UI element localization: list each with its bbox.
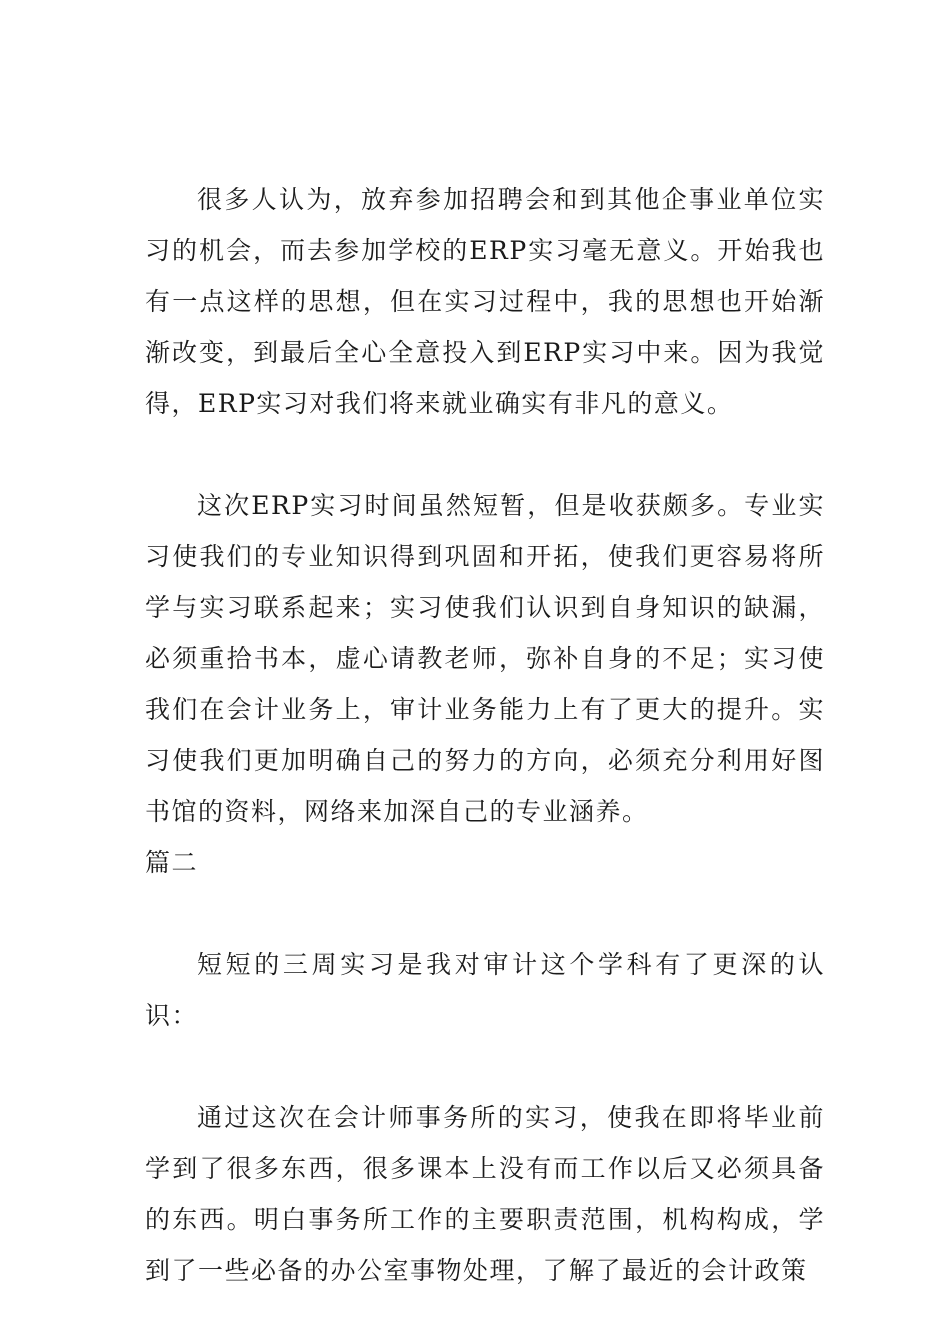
paragraph-audit-intro: 短短的三周实习是我对审计这个学科有了更深的认识： <box>145 950 825 1030</box>
section-heading: 篇二 <box>145 848 199 877</box>
paragraph-erp-meaning: 很多人认为，放弃参加招聘会和到其他企事业单位实习的机会，而去参加学校的ERP实习毫无意义。开始我也有一点这样的思想，但在实习过程中，我的思想也开始渐渐改变，到最后全心全意投入到ERP实习中来。因为我觉得，ERP实习对我们将来就业确实有非凡的意义。 <box>145 185 825 418</box>
paragraph-spacer <box>145 429 825 480</box>
document-body <box>145 174 825 1296</box>
paragraph-spacer <box>145 888 825 939</box>
paragraph-erp-gains: 这次ERP实习时间虽然短暂，但是收获颇多。专业实习使我们的专业知识得到巩固和开拓，使我们更容易将所学与实习联系起来；实习使我们认识到自身知识的缺漏，必须重拾书本，虚心请教老师，弥补自身的不足；实习使我们在会计业务上，审计业务能力上有了更大的提升。实习使我们更加明确自己的努力的方向，必须充分利用好图书馆的资料，网络来加深自己的专业涵养。 <box>145 491 825 826</box>
paragraph-firm-internship: 通过这次在会计师事务所的实习，使我在即将毕业前学到了很多东西，很多课本上没有而工作以后又必须具备的东西。明白事务所工作的主要职责范围，机构构成，学到了一些必备的办公室事物处理，了解了最近的会计政策 <box>145 1103 825 1285</box>
paragraph-spacer <box>145 1041 825 1092</box>
